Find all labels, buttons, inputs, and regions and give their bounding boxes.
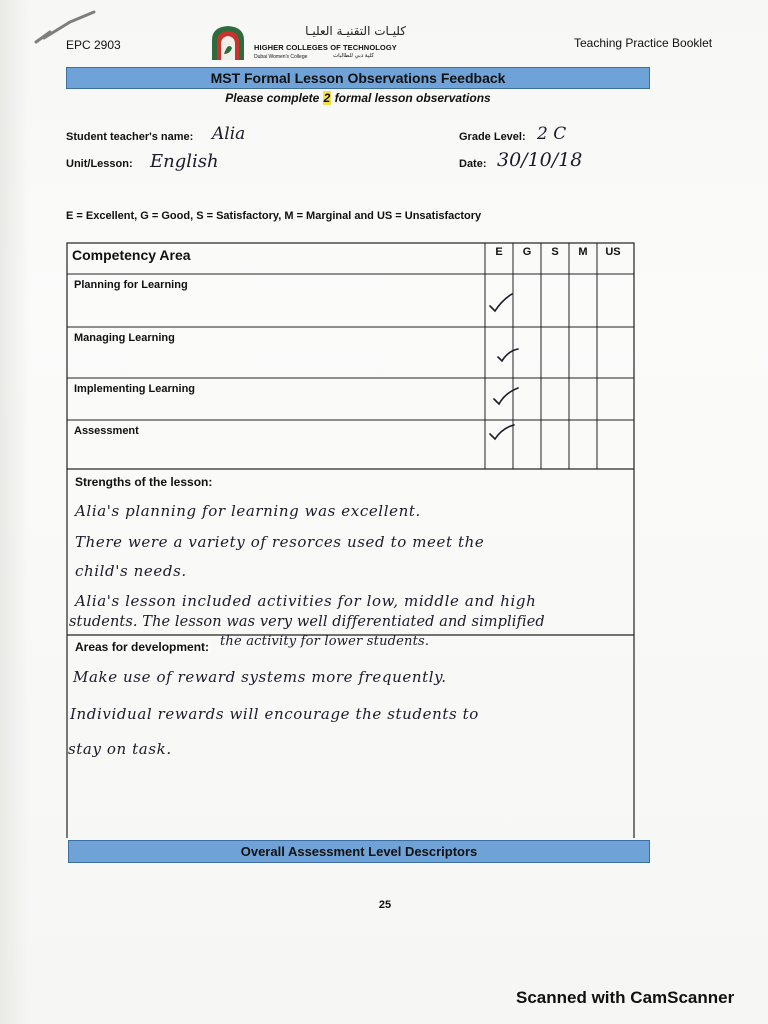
competency-header: Competency Area bbox=[72, 247, 191, 263]
camscanner-watermark: Scanned with CamScanner bbox=[516, 988, 735, 1007]
column-us: US bbox=[605, 246, 621, 258]
page-shadow bbox=[0, 0, 30, 1024]
course-code: EPC 2903 bbox=[66, 38, 121, 52]
page-number: 25 bbox=[378, 899, 392, 911]
date-value: 30/10/18 bbox=[497, 149, 583, 171]
check-mark-icon bbox=[488, 422, 516, 444]
descriptor-banner: Overall Assessment Level Descriptors bbox=[68, 840, 650, 863]
instruction-before: Please complete bbox=[225, 91, 323, 105]
institution-english: HIGHER COLLEGES OF TECHNOLOGY bbox=[254, 43, 397, 52]
instruction-after: formal lesson observations bbox=[331, 91, 491, 105]
student-name-label: Student teacher's name: bbox=[66, 131, 194, 143]
unit-label: Unit/Lesson: bbox=[66, 158, 133, 170]
check-mark-icon bbox=[496, 343, 520, 365]
grade-label: Grade Level: bbox=[459, 131, 526, 143]
form-instruction bbox=[66, 91, 650, 105]
rating-key: E = Excellent, G = Good, S = Satisfactory, M = Marginal and US = Unsatisfactory bbox=[66, 210, 482, 222]
column-s: S bbox=[551, 246, 559, 258]
development-line-1: Make use of reward systems more frequently. bbox=[73, 668, 447, 686]
student-name-value: Alia bbox=[212, 124, 246, 144]
college-logo bbox=[208, 24, 408, 64]
date-label: Date: bbox=[459, 158, 487, 170]
row-assessment: Assessment bbox=[74, 425, 139, 437]
check-mark-icon bbox=[492, 385, 520, 409]
form-title-banner: MST Formal Lesson Observations Feedback bbox=[66, 67, 650, 89]
institution-arabic: كليـات التقنيـة العليـا bbox=[305, 24, 406, 38]
column-e: E bbox=[495, 246, 503, 258]
strengths-line-6: the activity for lower students. bbox=[220, 634, 430, 649]
strengths-line-4: Alia's lesson included activities for low, middle and high bbox=[75, 592, 537, 610]
development-line-3: stay on task. bbox=[68, 740, 172, 758]
strengths-title: Strengths of the lesson: bbox=[75, 475, 213, 489]
row-implementing: Implementing Learning bbox=[74, 383, 196, 395]
unit-value: English bbox=[150, 151, 219, 172]
column-m: M bbox=[578, 246, 588, 258]
development-title: Areas for development: bbox=[75, 640, 210, 654]
strengths-line-1: Alia's planning for learning was excellent. bbox=[75, 502, 421, 520]
row-planning: Planning for Learning bbox=[74, 279, 188, 291]
strengths-line-3: child's needs. bbox=[75, 562, 187, 580]
development-line-2: Individual rewards will encourage the students to bbox=[70, 705, 479, 723]
check-mark-icon bbox=[488, 290, 514, 314]
strengths-line-5: students. The lesson was very well differentiated and simplified bbox=[69, 614, 545, 630]
booklet-title: Teaching Practice Booklet bbox=[574, 36, 713, 50]
instruction-number: 2 bbox=[323, 91, 331, 105]
grade-value: 2 C bbox=[537, 124, 567, 144]
college-emblem-icon bbox=[208, 24, 248, 62]
campus-english: Dubai Women's College bbox=[254, 54, 308, 60]
column-g: G bbox=[522, 246, 532, 258]
campus-arabic: كلية دبي للطالبات bbox=[333, 53, 374, 59]
row-managing: Managing Learning bbox=[74, 332, 175, 344]
strengths-line-2: There were a variety of resorces used to meet the bbox=[75, 533, 485, 551]
